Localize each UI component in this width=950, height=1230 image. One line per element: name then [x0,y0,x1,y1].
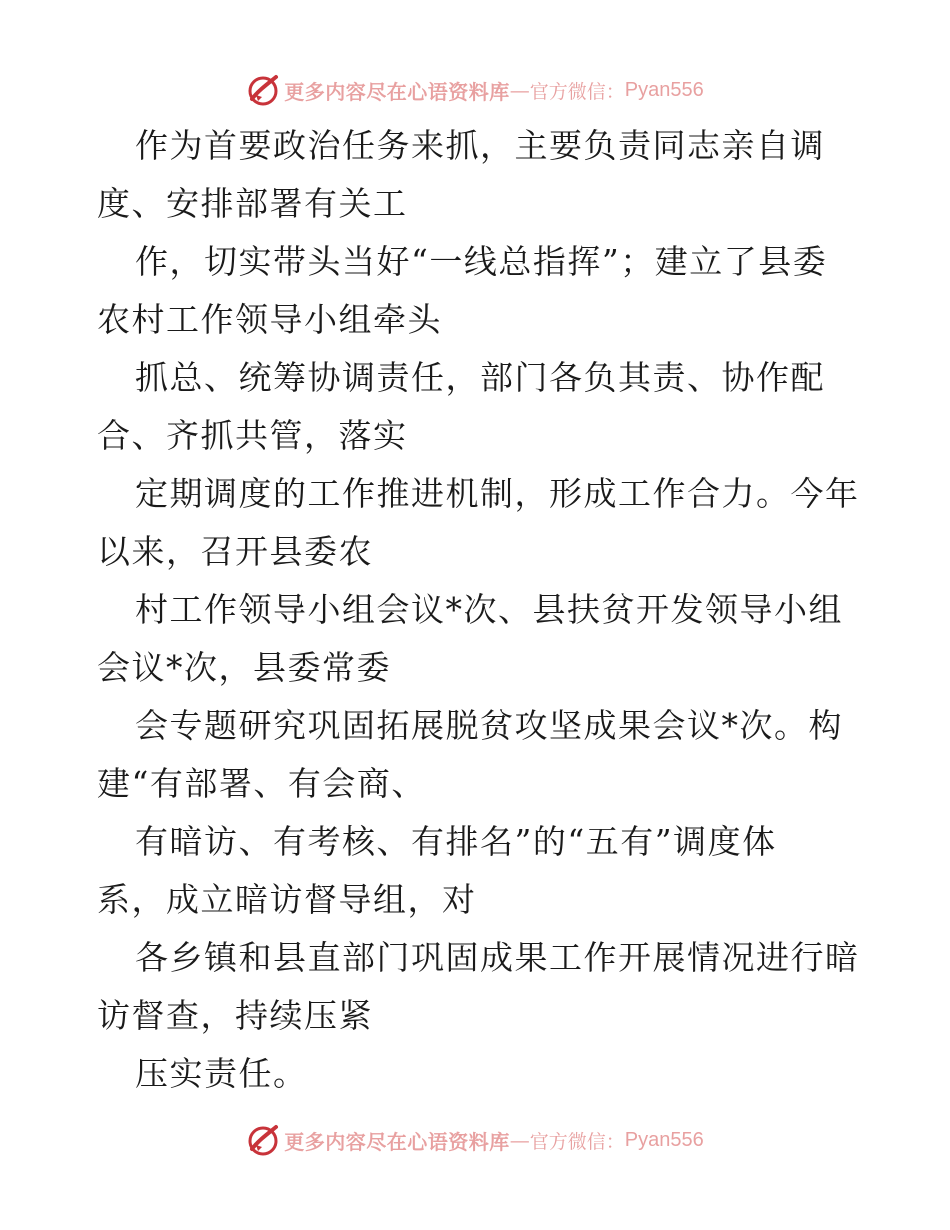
banner-dash: — [509,1128,530,1152]
body-line: 系，成立暗访督导组，对 [97,880,477,919]
body-line: 农村工作领导小组牵头 [97,300,442,339]
body-line: 作为首要政治任务来抓，主要负责同志亲自调 [135,126,825,165]
body-line: 访督查，持续压紧 [97,996,373,1035]
body-line: 作，切实带头当好“一线总指挥”；建立了县委 [135,242,828,281]
body-line: 以来，召开县委农 [97,532,373,571]
banner-dash: — [509,78,530,102]
body-line: 抓总、统筹协调责任，部门各负其责、协作配 [135,358,825,397]
body-line: 村工作领导小组会议*次、县扶贫开发领导小组 [135,590,843,629]
banner-title: 更多内容尽在心语资料库 [284,1129,510,1154]
banner-wechat-handle: Pyan556 [624,1128,704,1151]
banner-title: 更多内容尽在心语资料库 [284,79,510,104]
body-line: 压实责任。 [135,1054,308,1093]
body-line: 有暗访、有考核、有排名”的“五有”调度体 [135,822,777,861]
body-line: 度、安排部署有关工 [97,184,408,223]
brush-logo-icon [246,1123,280,1157]
brush-logo-icon [246,73,280,107]
body-line: 各乡镇和县直部门巩固成果工作开展情况进行暗 [135,938,860,977]
header-banner [0,70,950,110]
banner-wechat-label: 官方微信： [529,80,625,103]
body-line: 建“有部署、有会商、 [97,764,426,803]
body-line: 会议*次，县委常委 [97,648,391,687]
body-line: 合、齐抓共管，落实 [97,416,408,455]
footer-banner [0,1120,950,1160]
body-line: 会专题研究巩固拓展脱贫攻坚成果会议*次。构 [135,706,843,745]
body-line: 定期调度的工作推进机制，形成工作合力。今年 [135,474,860,513]
banner-wechat-handle: Pyan556 [624,78,704,101]
banner-wechat-label: 官方微信： [529,1130,625,1153]
